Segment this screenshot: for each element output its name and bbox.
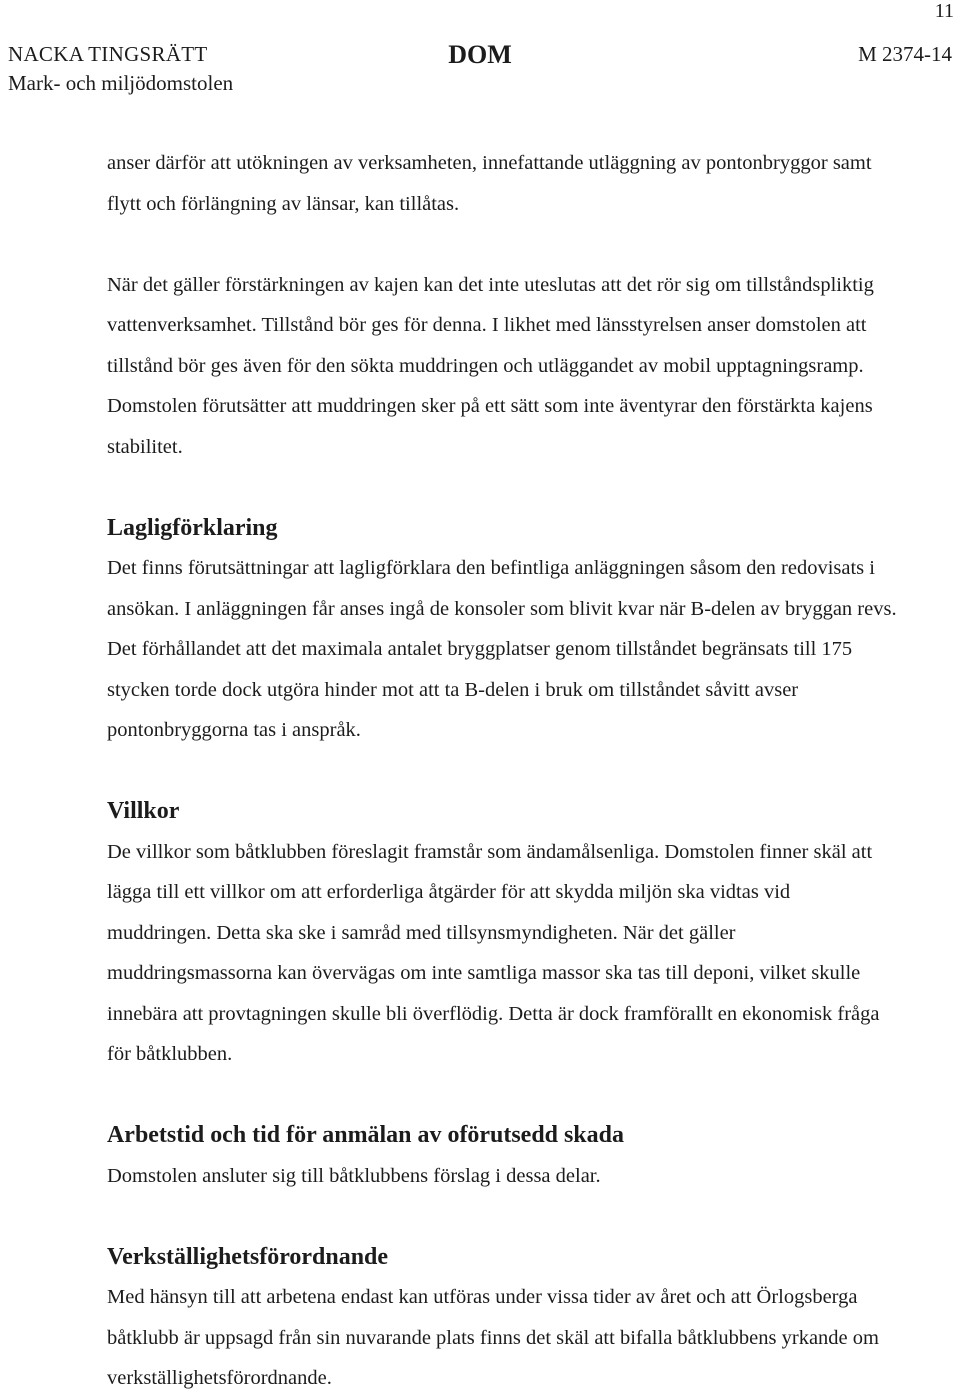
paragraph: anser därför att utökningen av verksamheten, innefattande utläggning av pontonbryggor samt flytt och förlängning av länsar, kan tillåtas.: [107, 152, 872, 215]
paragraph: Det finns förutsättningar att lagligförklara den befintliga anläggningen såsom den redovisats i ansökan. I anläggningen får anses ingå de konsoler som blivit kvar när B-delen av bryggan revs. Det förhållandet att det maximala antalet bryggplatser genom tillståndet begränsats till 175 stycken torde dock utgöra hinder mot att ta B-delen i bruk om tillståndet såvitt avser pontonbryggorna tas i anspråk.: [107, 557, 897, 741]
paragraph: När det gäller förstärkningen av kajen kan det inte uteslutas att det rör sig om tillståndspliktig vattenverksamhet. Tillstånd bör ges för denna. I likhet med länsstyrelsen anser domstolen att tillstånd bör ges även för den sökta muddringen och utläggandet av mobil upptagningsramp. Domstolen förutsätter att muddringen sker på ett sätt som inte äventyrar den förstärkta kajens stabilitet.: [107, 273, 874, 458]
section-heading-verkstallighet: Verkställighetsförordnande: [107, 1243, 388, 1270]
section-heading-lagligforklaring: Lagligförklaring: [107, 514, 278, 541]
paragraph: Domstolen ansluter sig till båtklubbens förslag i dessa delar.: [107, 1164, 601, 1187]
case-number: M 2374-14: [858, 42, 952, 66]
section-heading-villkor: Villkor: [107, 798, 180, 824]
paragraph: Med hänsyn till att arbetena endast kan utföras under vissa tider av året och att Örlogsberga båtklubb är uppsagd från sin nuvarande plats finns det skäl att bifalla båtklubbens yrkande om verkställighetsförordnande.: [107, 1286, 879, 1389]
section-heading-arbetstid: Arbetstid och tid för anmälan av oförutsedd skada: [107, 1122, 624, 1148]
court-name: NACKA TINGSRÄTT: [8, 42, 208, 66]
court-division: Mark- och miljödomstolen: [8, 71, 234, 95]
document-body: [107, 143, 897, 1399]
paragraph: De villkor som båtklubben föreslagit framstår som ändamålsenliga. Domstolen finner skäl att lägga till ett villkor om att erforderliga åtgärder för att skydda miljön ska vidtas vid muddringen. Detta ska ske i samråd med tillsynsmyndigheten. När det gäller muddringsmassorna kan övervägas om inte samtliga massor ska tas till deponi, vilket skulle innebära att provtagningen skulle bli överflödig. Detta är dock framförallt en ekonomisk fråga för båtklubben.: [107, 840, 880, 1065]
page-number: 11: [934, 0, 954, 22]
document-type: DOM: [448, 40, 512, 69]
